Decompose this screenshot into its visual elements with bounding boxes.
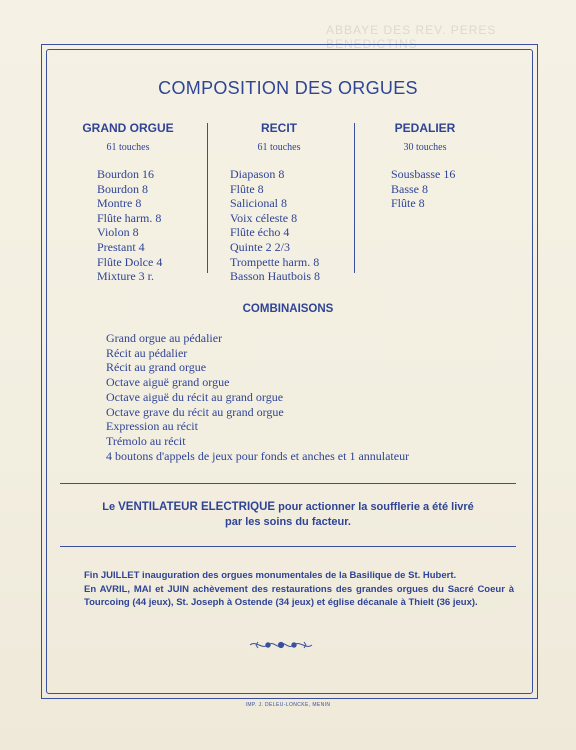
stop-item: Basson Hautbois 8 (230, 269, 320, 284)
stop-item: Diapason 8 (230, 167, 285, 181)
stop-item: Trompette harm. 8 (230, 254, 320, 269)
stop-item: Sousbasse 16 (391, 167, 456, 181)
column-keys-grand-orgue: 61 touches (106, 142, 150, 153)
column-keys-pedalier: 30 touches (403, 142, 447, 153)
stop-item: Mixture 3 r. (97, 269, 154, 284)
stop-item: Bourdon 16 (97, 167, 154, 181)
section-rule (60, 483, 516, 484)
bleed-through-text: ABBAYE DES REV. PERES BENEDICTINS (326, 23, 497, 51)
stop-item: Flûte 8 (391, 196, 425, 211)
combination-item: Trémolo au récit (106, 433, 186, 448)
printer-credit: IMP. J. DELEU-LONCKE, MENIN (245, 702, 331, 708)
combination-item: Octave aiguë du récit au grand orgue (106, 389, 284, 404)
stop-item: Flûte Dolce 4 (97, 254, 163, 269)
ventilator-text-b: pour actionner la soufflerie a été livré (275, 501, 474, 513)
news-paragraph (84, 569, 514, 610)
stop-list-recit (230, 167, 320, 284)
column-keys-recit: 61 touches (257, 142, 301, 153)
combination-item: Récit au pédalier (106, 345, 188, 360)
ventilator-text-a: Le (102, 501, 119, 513)
section-rule (60, 546, 516, 547)
stop-item: Flûte harm. 8 (97, 210, 162, 225)
combination-item: Récit au grand orgue (106, 360, 207, 375)
combinations-heading: COMBINAISONS (242, 303, 334, 315)
stop-item: Prestant 4 (97, 239, 145, 254)
ventilator-notice (66, 500, 510, 530)
column-heading-grand-orgue: GRAND ORGUE (82, 121, 174, 135)
column-heading-recit: RECIT (261, 121, 297, 135)
stop-item: Flûte écho 4 (230, 225, 290, 240)
page-title: COMPOSITION DES ORGUES (158, 78, 418, 98)
news-line-1: Fin JUILLET inauguration des orgues monumentales de la Basilique de St. Hubert. (84, 570, 457, 581)
combination-item: Octave aiguë grand orgue (106, 375, 230, 390)
column-heading-pedalier: PEDALIER (394, 121, 456, 135)
column-divider (354, 123, 355, 273)
combination-item: 4 boutons d'appels de jeux pour fonds et anches et 1 annulateur (106, 448, 410, 463)
combination-item: Octave grave du récit au grand orgue (106, 404, 284, 419)
stop-item: Violon 8 (97, 225, 139, 240)
column-divider (207, 123, 208, 273)
stop-item: Voix céleste 8 (230, 210, 298, 225)
ventilator-emphasis: VENTILATEUR ELECTRIQUE (118, 501, 276, 513)
stop-item: Salicional 8 (230, 196, 287, 211)
ventilator-line-2: par les soins du facteur. (225, 516, 351, 528)
stop-item: Quinte 2 2/3 (230, 239, 290, 254)
stop-item: Bourdon 8 (97, 181, 148, 196)
combination-item: Expression au récit (106, 419, 198, 434)
stop-list-pedalier (391, 167, 455, 211)
stop-item: Montre 8 (97, 196, 142, 211)
combination-item: Grand orgue au pédalier (106, 331, 223, 345)
news-line-2: En AVRIL, MAI et JUIN achèvement des restaurations des grandes orgues du Sacré Coeur à Tourcoing (44 jeux), St. Joseph à Ostende (34 jeux) et église décanale à Thielt (36 jeux). (84, 583, 514, 608)
stop-item: Flûte 8 (230, 181, 264, 196)
stop-item: Basse 8 (391, 181, 428, 196)
combinations-list (106, 331, 409, 463)
floral-ornament-icon (248, 638, 314, 652)
stop-list-grand-orgue (97, 167, 162, 284)
